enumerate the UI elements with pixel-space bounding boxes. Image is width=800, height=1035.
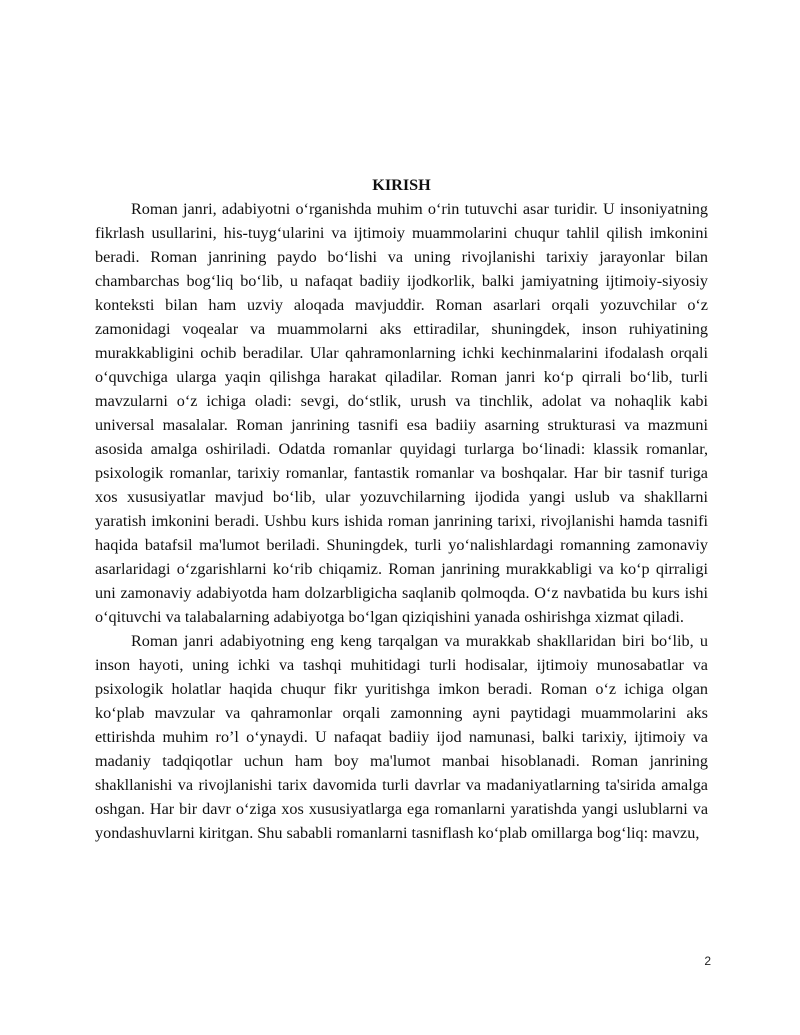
paragraph: Roman janri, adabiyotni o‘rganishda muhim o‘rin tutuvchi asar turidir. U insoniyatning fikrlash usullarini, his-tuyg‘ularini va ijtimoiy muammolarini chuqur tahlil qilish imkonini beradi. Roman janrining paydo bo‘lishi va uning rivojlanishi tarixiy jarayonlar bilan chambarchas bog‘liq bo‘lib, u nafaqat badiiy ijodkorlik, balki jamiyatning ijtimoiy-siyosiy konteksti bilan ham uzviy aloqada mavjuddir. Roman asarlari orqali yozuvchilar o‘z zamonidagi voqealar va muammolarni aks ettiradilar, shuningdek, inson ruhiyatining murakkabligini ochib beradilar. Ular qahramonlarning ichki kechinmalarini ifodalash orqali o‘quvchiga ularga yaqin qilishga harakat qiladilar. Roman janri ko‘p qirrali bo‘lib, turli mavzularni o‘z ichiga oladi: sevgi, do‘stlik, urush va tinchlik, adolat va nohaqlik kabi universal masalalar. Roman janrining tasnifi esa badiiy asarning strukturasi va mazmuni asosida amalga oshiriladi. Odatda romanlar quyidagi turlarga bo‘linadi: klassik romanlar, psixologik romanlar, tarixiy romanlar, fantastik romanlar va boshqalar. Har bir tasnif turiga xos xususiyatlar mavjud bo‘lib, ular yozuvchilarning ijodida yangi uslub va shakllarni yaratish imkonini beradi. Ushbu kurs ishida roman janrining tarixi, rivojlanishi hamda tasnifi haqida batafsil ma'lumot beriladi. Shuningdek, turli yo‘nalishlardagi romanning zamonaviy asarlaridagi o‘zgarishlarni ko‘rib chiqamiz. Roman janrining murakkabligi va ko‘p qirraligi uni zamonaviy adabiyotda ham dolzarbligicha saqlanib qolmoqda. O‘z navbatida bu kurs ishi o‘qituvchi va talabalarning adabiyotga bo‘lgan qiziqishini yanada oshirishga xizmat qiladi. bbox=[95, 200, 708, 626]
page-body bbox=[95, 173, 708, 845]
section-heading: KIRISH bbox=[372, 176, 431, 194]
page-number: 2 bbox=[704, 954, 711, 968]
paragraph: Roman janri adabiyotning eng keng tarqalgan va murakkab shakllaridan biri bo‘lib, u inson hayoti, uning ichki va tashqi muhitidagi turli hodisalar, ijtimoiy munosabatlar va psixologik holatlar haqida chuqur fikr yuritishga imkon beradi. Roman o‘z ichiga olgan ko‘plab mavzular va qahramonlar orqali zamonning ayni paytidagi muammolarini aks ettirishda muhim ro’l o‘ynaydi. U nafaqat badiiy ijod namunasi, balki tarixiy, ijtimoiy va madaniy tadqiqotlar uchun ham boy ma'lumot manbai hisoblanadi. Roman janrining shakllanishi va rivojlanishi tarix davomida turli davrlar va madaniyatlarning ta'sirida amalga oshgan. Har bir davr o‘ziga xos xususiyatlarga ega romanlarni yaratishda yangi uslublarni va yondashuvlarni kiritgan. Shu sababli romanlarni tasniflash ko‘plab omillarga bog‘liq: mavzu, bbox=[95, 632, 708, 842]
